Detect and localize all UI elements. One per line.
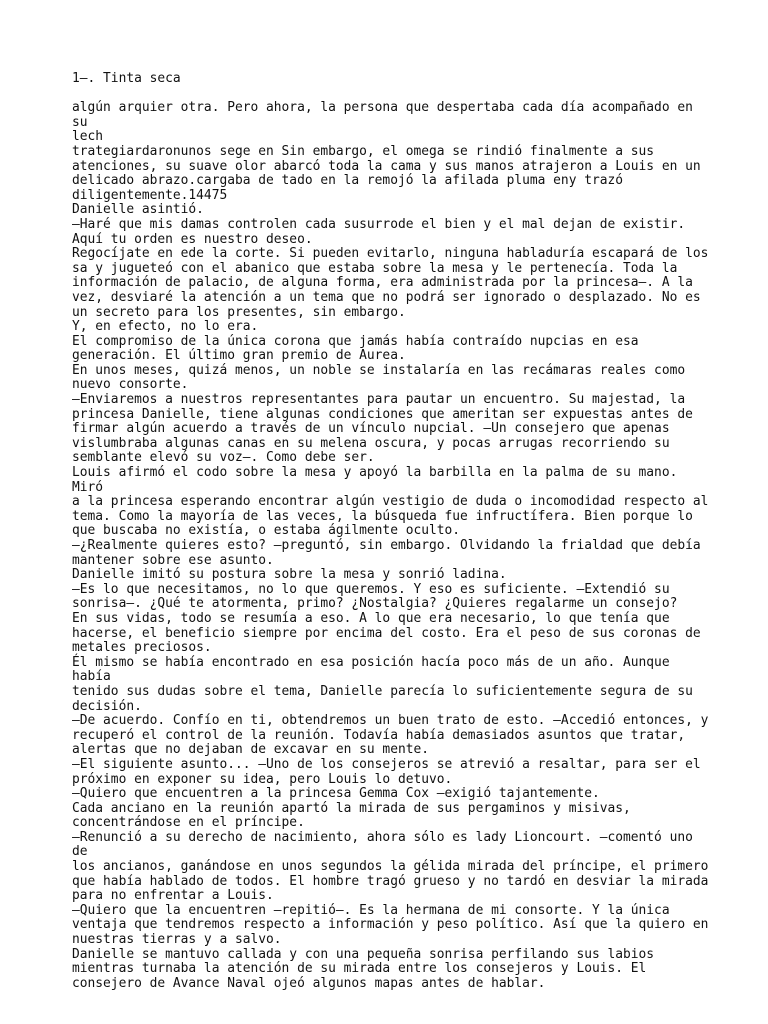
paragraph: —De acuerdo. Confío en ti, obtendremos un buen trato de esto. —Accedió entonces, y recuperó el control de la reunión. Todavía había demasiados asuntos que tratar, alertas que no dejaban de excavar en su mente.: [72, 713, 709, 758]
paragraph: —Es lo que necesitamos, no lo que queremos. Y eso es suficiente. —Extendió su sonrisa—. ¿Qué te atormenta, primo? ¿Nostalgia? ¿Quieres regalarme un consejo?: [72, 581, 678, 612]
paragraph: —¿Realmente quieres esto? —preguntó, sin embargo. Olvidando la frialdad que debía mantener sobre ese asunto.: [72, 538, 701, 568]
paragraph: —Haré que mis damas controlen cada susurrode el bien y el mal dejan de existir. Aquí tu orden es nuestro deseo.: [72, 216, 686, 247]
paragraph: Danielle se mantuvo callada y con una pequeña sonrisa perfilando sus labios mientras turnaba la atención de su mirada entre los consejeros y Louis. El consejero de Avance Naval ojeó algunos mapas antes de hablar.: [72, 946, 655, 991]
chapter-heading: 1—. Tinta seca: [72, 71, 181, 86]
paragraph: Danielle asintió.: [72, 202, 204, 218]
paragraph: En sus vidas, todo se resumía a eso. A lo que era necesario, lo que tenía que hacerse, el beneficio siempre por encima del costo. Era el peso de sus coronas de metales preciosos.: [72, 610, 701, 656]
paragraph: Regocíjate en ede la corte. Si pueden evitarlo, ninguna habladuría escapará de los sa y jugueteó con el abanico que estaba sobre la mesa y le pertenecía. Toda la información de palacio, de alguna forma, era administrada por la princesa—. A la vez, desviaré la atención a un tema que no podrá ser ignorado o desplazado. No es un secreto para los presentes, sin embargo.: [72, 246, 709, 320]
paragraph: —Renunció a su derecho de nacimiento, ahora sólo es lady Lioncourt. —comentó uno de los ancianos, ganándose en unos segundos la gélida mirada del príncipe, el primero que había hablado de todos. El hombre tragó grueso y no tardó en desviar la mirada para no enfrentar a Louis.: [72, 829, 709, 904]
paragraph: algún arquier otra. Pero ahora, la persona que despertaba cada día acompañado en su lech trategiardaronunos sege en Sin embargo, el omega se rindió finalmente a sus atenciones, su suave olor abarcó toda la cama y sus manos atrajeron a Louis en un delicado abrazo.cargaba de tado en la remojó la afilada pluma eny trazó diligentemente.14475: [72, 100, 701, 203]
paragraph: Danielle imitó su postura sobre la mesa y sonrió ladina.: [72, 567, 507, 583]
paragraph: Louis afirmó el codo sobre la mesa y apoyó la barbilla en la palma de su mano. Miró a la princesa esperando encontrar algún vestigio de duda o incomodidad respecto al tema. Como la mayoría de las veces, la búsqueda fue infructífera. Bien porque lo que buscaba no existía, o estaba ágilmente oculto.: [72, 465, 709, 539]
paragraph: En unos meses, quizá menos, un noble se instalaría en las recámaras reales como nuevo consorte.: [72, 362, 686, 393]
paragraph: Y, en efecto, no lo era.: [72, 319, 259, 335]
paragraph: Cada anciano en la reunión apartó la mirada de sus pergaminos y misivas, concentrándose en el príncipe.: [72, 800, 631, 831]
paragraph: —El siguiente asunto... —Uno de los consejeros se atrevió a resaltar, para ser el próximo en exponer su idea, pero Louis lo detuvo.: [72, 756, 701, 787]
paragraph: —Quiero que encuentren a la princesa Gemma Cox —exigió tajantemente.: [72, 786, 600, 802]
paragraph: El compromiso de la única corona que jamás había contraído nupcias en esa generación. El último gran premio de Aurea.: [72, 333, 639, 364]
document-page: [72, 72, 712, 991]
paragraph: —Quiero que la encuentren —repitió—. Es la hermana de mi consorte. Y la única ventaja que tendremos respecto a información y peso político. Así que la quiero en nuestras tierras y a salvo.: [72, 902, 709, 948]
paragraph: —Enviaremos a nuestros representantes para pautar un encuentro. Su majestad, la princesa Danielle, tiene algunas condiciones que ameritan ser expuestas antes de firmar algún acuerdo a través de un vínculo nupcial. —Un consejero que apenas vislumbraba algunas canas en su melena oscura, y pocas arrugas recorriendo su semblante elevó su voz—. Como debe ser.: [72, 392, 693, 466]
paragraph: Él mismo se había encontrado en esa posición hacía poco más de un año. Aunque había tenido sus dudas sobre el tema, Danielle parecía lo suficientemente segura de su decisión.: [72, 654, 693, 714]
